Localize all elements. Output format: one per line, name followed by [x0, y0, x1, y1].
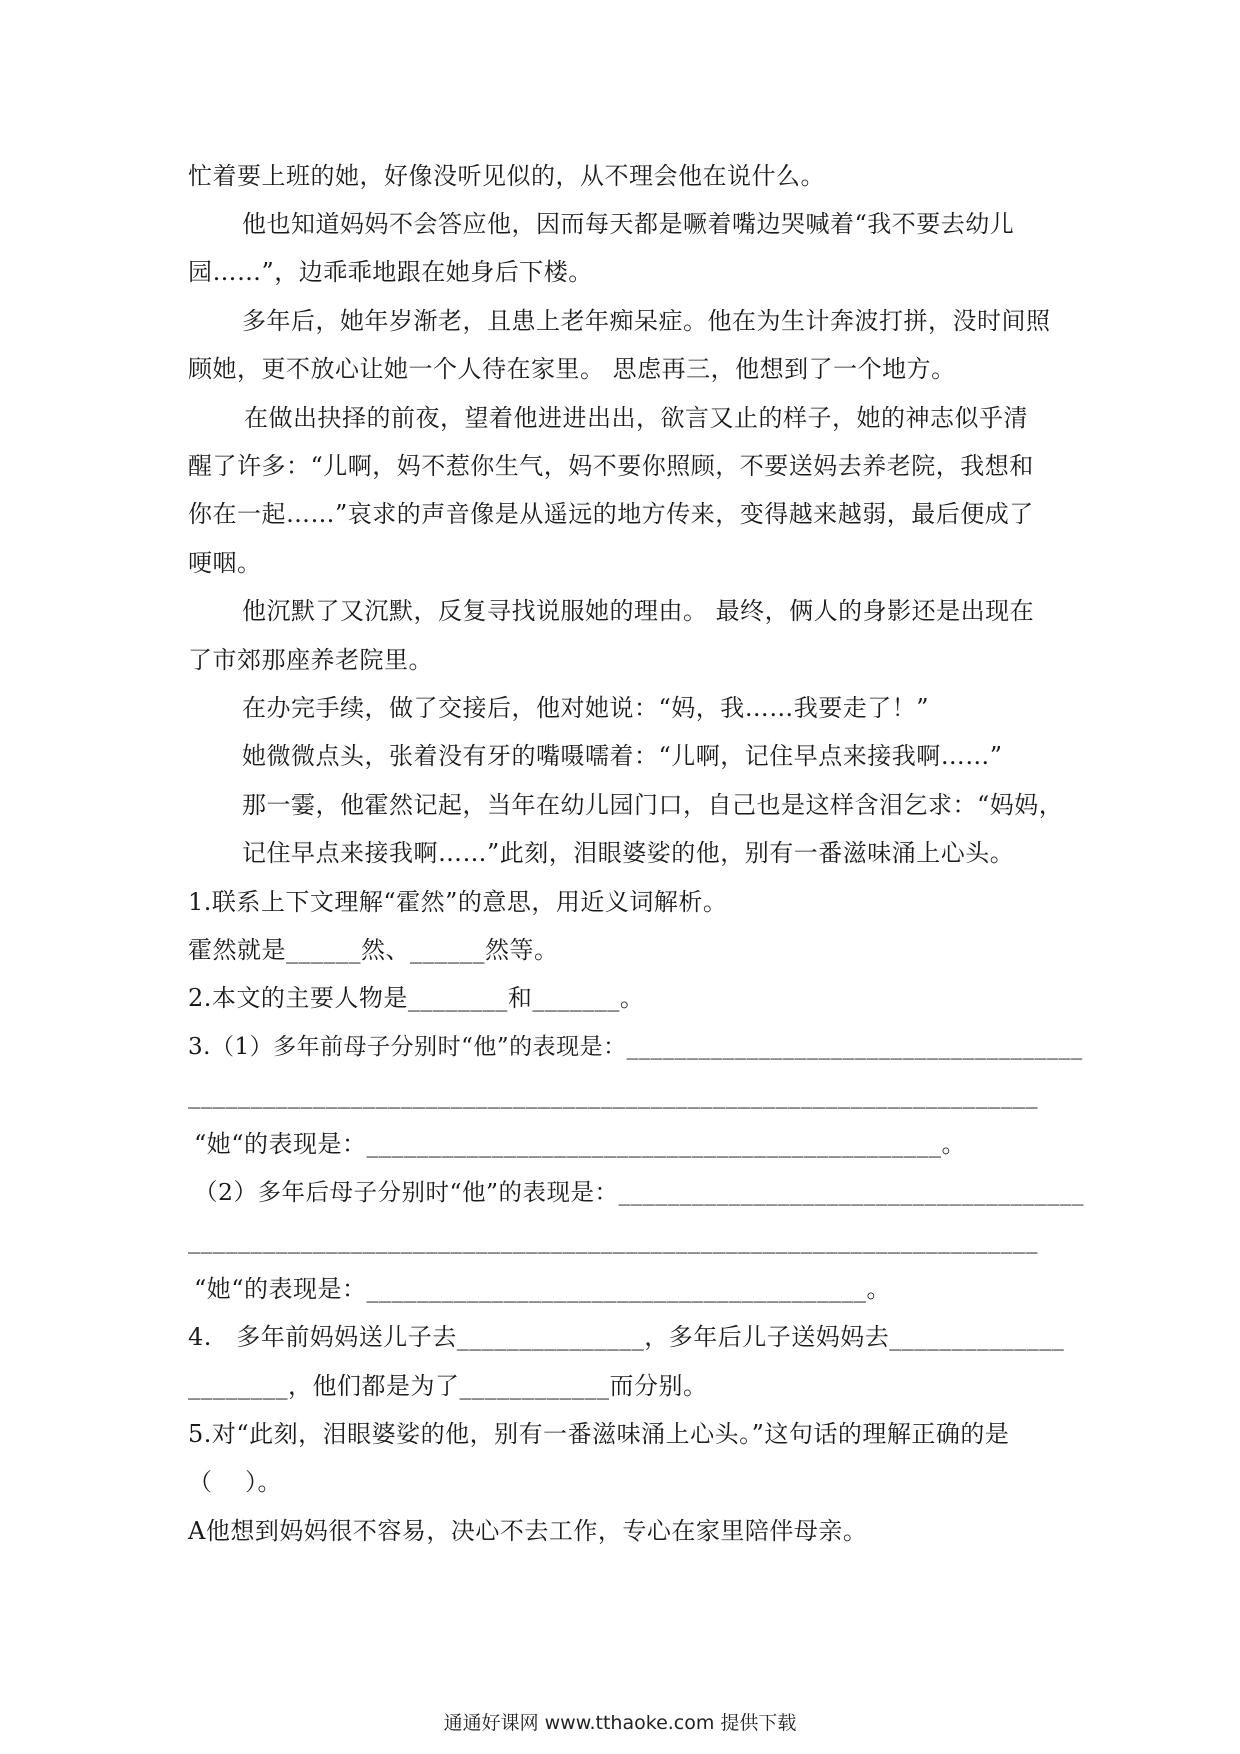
- question-2: 2.本文的主要人物是________和_______。: [188, 984, 645, 1012]
- text-line-15: 记住早点来接我啊……”此刻，泪眼婆娑的他，别有一番滋味涌上心头。: [242, 839, 1015, 867]
- question-3-1: 3.（1）多年前母子分别时“他”的表现是：______________________________________: [188, 1034, 1083, 1060]
- question-5-bracket: （ ）。: [188, 1468, 283, 1496]
- text-line-4: 多年后，她年岁渐老，且患上老年痴呆症。他在为生计奔波打拼，没时间照: [242, 307, 1051, 335]
- question-3-2-blank: ____________________________________________________________________: [188, 1226, 1038, 1254]
- text-line-13: 她微微点头，张着没有牙的嘴嗫嚅着：“儿啊，记住早点来接我啊……”: [242, 742, 1003, 770]
- option-a: A他想到妈妈很不容易，决心不去工作，专心在家里陪伴母亲。: [188, 1517, 868, 1545]
- question-4-cont: ________，他们都是为了____________而分别。: [188, 1372, 708, 1400]
- question-4: 4. 多年前妈妈送儿子去_______________，多年后儿子送妈妈去______________: [188, 1323, 1065, 1351]
- question-1: 1.联系上下文理解“霍然”的意思，用近义词解析。: [188, 888, 728, 916]
- question-3-2-she: “她“的表现是：________________________________________。: [194, 1275, 892, 1303]
- text-line-7: 醒了许多：“儿啊，妈不惹你生气，妈不要你照顾，不要送妈去养老院，我想和: [188, 452, 1034, 480]
- question-3-1-blank: ____________________________________________________________________: [188, 1081, 1038, 1109]
- question-3-1-she: “她“的表现是：______________________________________________。: [194, 1130, 967, 1158]
- text-line-12: 在办完手续，做了交接后，他对她说：“妈，我……我要走了！”: [242, 694, 930, 722]
- text-line-6: 在做出抉择的前夜，望着他进进出出，欲言又止的样子，她的神志似乎清: [244, 404, 1028, 432]
- text-line-3: 园……”，边乖乖地跟在她身后下楼。: [188, 258, 593, 286]
- text-line-8: 你在一起……”哀求的声音像是从遥远的地方传来，变得越来越弱，最后便成了: [188, 500, 1034, 528]
- question-5: 5.对“此刻，泪眼婆娑的他，别有一番滋味涌上心头。”这句话的理解正确的是: [188, 1420, 1010, 1448]
- text-line-10: 他沉默了又沉默，反复寻找说服她的理由。 最终，俩人的身影还是出现在: [242, 597, 1035, 625]
- footer-credit: 通通好课网 www.tthaoke.com 提供下载: [443, 1712, 797, 1734]
- text-line-11: 了市郊那座养老院里。: [188, 646, 433, 674]
- text-line-14: 那一霎，他霍然记起，当年在幼儿园门口，自己也是这样含泪乞求：“妈妈，: [242, 791, 1064, 819]
- text-line-5: 顾她，更不放心让她一个人待在家里。 思虑再三，他想到了一个地方。: [188, 355, 956, 383]
- text-line-1: 忙着要上班的她，好像没听见似的，从不理会他在说什么。: [188, 162, 825, 190]
- text-line-2: 他也知道妈妈不会答应他，因而每天都是噘着嘴边哭喊着“我不要去幼儿: [242, 210, 1015, 238]
- text-line-9: 哽咽。: [188, 549, 262, 577]
- question-3-2: （2）多年后母子分别时“他”的表现是：______________________________________: [194, 1178, 1084, 1206]
- question-1-answer: 霍然就是______然、______然等。: [188, 936, 559, 964]
